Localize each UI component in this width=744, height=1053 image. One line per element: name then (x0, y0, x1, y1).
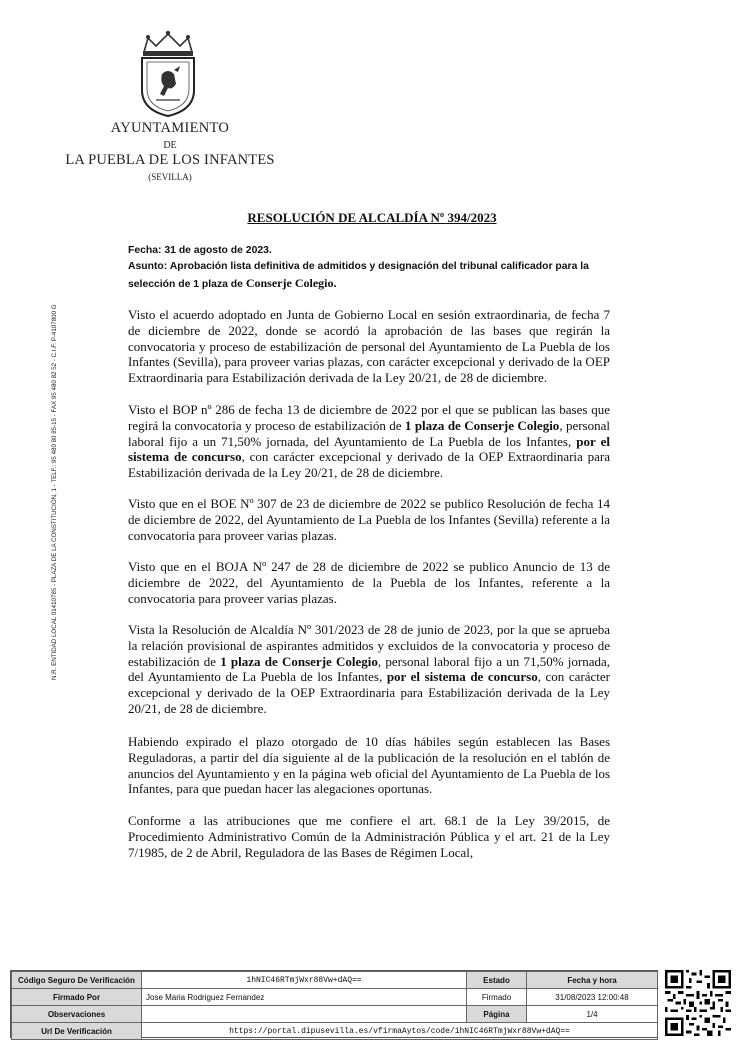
pagina-label: Página (467, 1006, 527, 1023)
verification-url-link[interactable]: https://portal.dipusevilla.es/vfirmaAytos/code/1hNIC46RTmjWxr88Vw+dAQ== (142, 1023, 658, 1040)
vertical-registry-text: N.R. ENTIDAD LOCAL 01410785 - PLAZA DE LA CONSTITUCIÓN, 1 - TELF.: 95 480 80 85-15 - FAX 95 480 82 52 - C.I.F. P-4107800 G (51, 304, 58, 680)
document-title: RESOLUCIÓN DE ALCALDÍA Nº 394/2023 (247, 210, 497, 225)
p5-bold-concurso: por el sistema de concurso (386, 669, 538, 685)
observaciones-label: Observaciones (12, 1006, 142, 1023)
verification-footer (10, 970, 658, 1038)
pagina-value: 1/4 (527, 1006, 658, 1023)
asunto-position: Conserje Colegio. (245, 276, 337, 290)
p2-bold-concurso: por el sistema de concurso (128, 433, 611, 465)
firmado-por-label: Firmado Por (12, 989, 142, 1006)
asunto-line (128, 259, 618, 293)
qr-code-icon[interactable] (664, 970, 732, 1036)
fecha-hora-value: 31/08/2023 12:00:48 (527, 989, 658, 1006)
paragraph-1: Visto el acuerdo adoptado en Junta de Gobierno Local en sesión extraordinaria, de fecha 7 de diciembre de 2022, donde se acordó la aprobación de las bases que regirán la convocatoria y proceso de estabilización de personal del Ayuntamiento de La Puebla de los Infantes (Sevilla), para proveer varias plazas, con carácter excepcional y derivado de la OEP Extraordinaria para Estabilización derivada de la Ley 20/21, de 28 de diciembre. (128, 307, 610, 386)
p5-bold-plaza: 1 plaza de Conserje Colegio (220, 653, 378, 669)
observaciones-value (142, 1006, 467, 1023)
firmado-por-value: Jose Maria Rodriguez Fernandez (142, 989, 467, 1006)
paragraph-7: Conforme a las atribuciones que me confiere el art. 68.1 de la Ley 39/2015, de Procedimiento Administrativo Común de la Administración Pública y el art. 21 de la Ley 7/1985, de 2 de Abril, Reguladora de las Bases de Régimen Local, (128, 813, 610, 860)
org-line-ayuntamiento: AYUNTAMIENTO (110, 120, 230, 136)
fecha-line: Fecha: 31 de agosto de 2023. (128, 245, 272, 256)
p2-text-a: Visto el BOP nº 286 de fecha 13 de diciembre de 2022 por el que se publican las bases que regirá la convocatoria y proceso de estabilización de (128, 402, 610, 433)
paragraph-4: Visto que en el BOJA Nº 247 de 28 de diciembre de 2022 se publico Anuncio de 13 de diciembre de 2022, del Ayuntamiento de la Puebla de los Infantes, referente a la convocatoria para proveer varias plazas. (128, 559, 610, 606)
paragraph-6: Habiendo expirado el plazo otorgado de 10 días hábiles según establecen las Bases Reguladoras, a partir del día siguiente al de la publicación de la resolución en el tablón de anuncios del Ayuntamiento y en la página web oficial del Ayuntamiento de La Puebla de los Infantes, para que puedan hacer las alegaciones oportunas. (128, 734, 610, 797)
p2-bold-plaza: 1 plaza de Conserje Colegio (404, 417, 560, 433)
p5-text-a: Vista la Resolución de Alcaldía Nº 301/2023 de 28 de junio de 2023, por la que se aprueba la relación provisional de aspirantes admitidos y excluidos de la convocatoria y proceso de estabilización de (128, 622, 610, 669)
p2-text-e: , con carácter excepcional y derivado de la OEP Extraordinaria para Estabilización derivada de la Ley 20/21, de 28 de diciembre. (128, 449, 610, 481)
p5-text-e: , con carácter excepcional y derivado de la OEP Extraordinaria para Estabilización derivada de la Ley 20/21, de 28 de diciembre. (128, 669, 610, 716)
document-metadata (128, 243, 618, 293)
p2-text-c: , personal laboral fijo a un 71,50% jornada, del Ayuntamiento de La Puebla de los Infantes, (128, 417, 610, 449)
csv-label: Código Seguro De Verificación (12, 972, 142, 989)
paragraph-3: Visto que en el BOE Nº 307 de 23 de diciembre de 2022 se publico Resolución de fecha 14 de diciembre de 2022, del Ayuntamiento de La Puebla de los Infantes (Sevilla) referente a la convocatoria para proveer varias plazas. (128, 496, 610, 543)
fecha-hora-label: Fecha y hora (527, 972, 658, 989)
org-line-province: (SEVILLA) (148, 172, 192, 182)
url-label: Url De Verificación (12, 1023, 142, 1040)
paragraph-2 (128, 402, 610, 481)
estado-value: Firmado (467, 989, 527, 1006)
org-line-town: LA PUEBLA DE LOS INFANTES (65, 152, 275, 168)
asunto-text: Asunto: Aprobación lista definitiva de admitidos y designación del tribunal calificador para la selección de 1 plaza de (128, 261, 589, 290)
p5-text-c: , personal laboral fijo a un 71,50% jornada, del Ayuntamiento de La Puebla de los Infantes, (128, 653, 611, 685)
paragraph-5 (128, 622, 610, 717)
org-line-de: DE (163, 140, 177, 151)
csv-value: 1hNIC46RTmjWxr88Vw+dAQ== (142, 972, 467, 989)
estado-label: Estado (467, 972, 527, 989)
coat-of-arms-logo (134, 30, 202, 118)
